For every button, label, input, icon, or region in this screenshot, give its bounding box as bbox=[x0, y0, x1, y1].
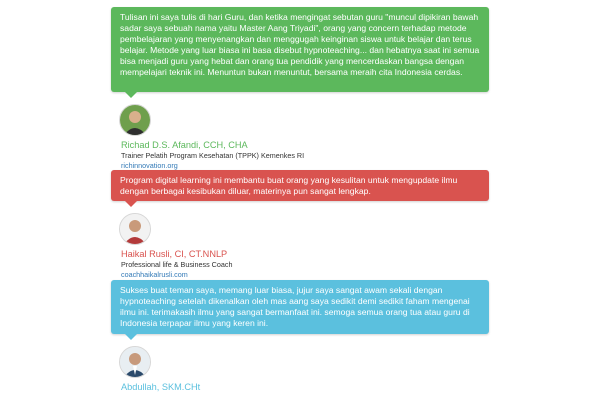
avatar bbox=[119, 213, 151, 245]
author-name: Abdullah, SKM.CHt bbox=[121, 382, 201, 392]
testimonial-quote-bubble bbox=[111, 170, 489, 201]
author-name: Richad D.S. Afandi, CCH, CHA bbox=[121, 140, 248, 150]
author-role: Professional life & Business Coach bbox=[121, 260, 233, 269]
author-name: Haikal Rusli, CI, CT.NNLP bbox=[121, 249, 228, 259]
author-website-link[interactable]: coachhaikalrusli.com bbox=[121, 270, 188, 279]
testimonial-card-1 bbox=[111, 7, 489, 170]
testimonial-quote-text: Program digital learning ini membantu buat orang yang kesulitan untuk mengupdate ilmu dengan berbagai kesibukan diluar, materinya pun sangat lengkap. bbox=[120, 175, 458, 196]
testimonial-quote-bubble bbox=[111, 280, 489, 334]
testimonial-author bbox=[111, 346, 489, 406]
testimonial-card-2 bbox=[111, 170, 489, 279]
author-website-link[interactable]: richinnovation.org bbox=[121, 161, 178, 170]
author-role: Trainer Pelatih Program Kesehatan (TPPK) Kemenkes RI bbox=[121, 151, 305, 160]
testimonial-quote-text: Sukses buat teman saya, memang luar biasa, jujur saya sangat awam sekali dengan hypnoteaching setelah dikenalkan oleh mas aang saya sedikit demi sedikit faham mengenai ilmu ini. terimakasih ilmu yang sangat bermanfaat ini. semoga semua orang tua atau guru di Indonesia terpapar ilmu yang keren ini. bbox=[120, 285, 470, 328]
testimonial-quote-text: Tulisan ini saya tulis di hari Guru, dan ketika mengingat sebutan guru "muncul dipikiran bawah sadar saya sebuah nama yaitu Master Aang Triyadi", orang yang concern terhadap metode pembelajaran yang menyenangkan dan menggugah keinginan siswa untuk belajar dan terus belajar. Metode yang luar biasa ini basa disebut hypnoteaching... dan hebatnya saat ini semua bisa menjadi guru yang hebat dan orang tua pendidik yang mencerdaskan bangsa dengan mempelajari teknik ini. Menuntun bukan menuntut, bersama meraih cita Indonesia cerdas. bbox=[120, 12, 480, 77]
testimonial-author bbox=[111, 213, 489, 279]
testimonial-author bbox=[111, 104, 489, 170]
testimonial-quote-bubble bbox=[111, 7, 489, 92]
avatar bbox=[119, 346, 151, 378]
testimonial-card-3 bbox=[111, 280, 489, 406]
avatar bbox=[119, 104, 151, 136]
